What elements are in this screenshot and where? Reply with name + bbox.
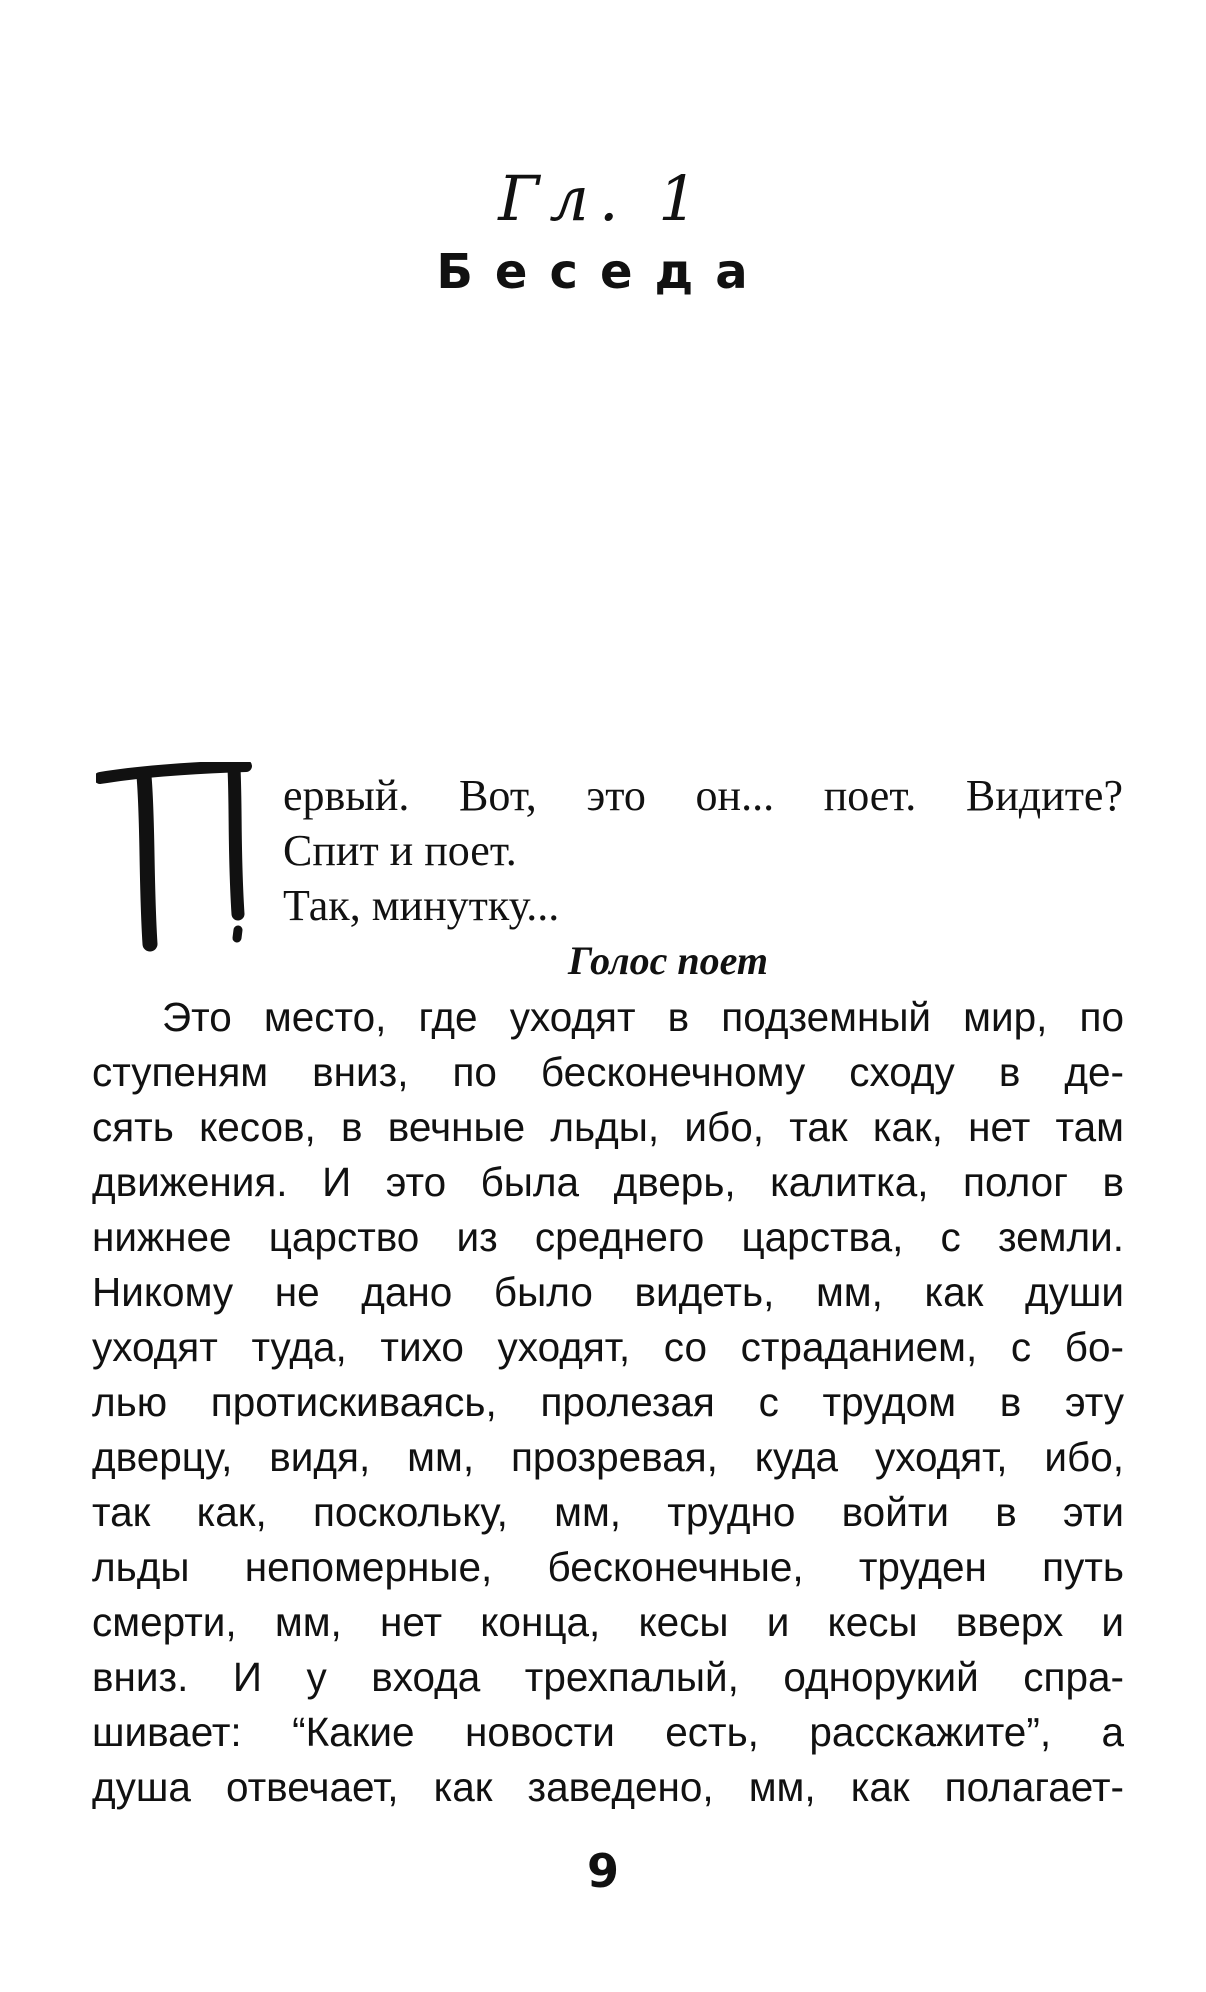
text-line: Это место, где уходят в подземный мир, по	[162, 994, 1124, 1040]
text-line: лью протискиваясь, пролезая с трудом в эту	[92, 1379, 1124, 1425]
opening-line: Спит и поет.	[283, 826, 517, 875]
text-line: дверцу, видя, мм, прозревая, куда уходят, ибо,	[92, 1434, 1124, 1480]
chapter-title: Беседа	[436, 244, 770, 300]
opening-lines	[283, 768, 1123, 933]
text-line: уходят туда, тихо уходят, со страданием, с бо-	[92, 1324, 1124, 1370]
page-number: 9	[586, 1844, 619, 1898]
text-line: ступеням вниз, по бесконечному сходу в де-	[92, 1049, 1124, 1095]
drop-cap-letter	[96, 762, 256, 952]
text-line: движения. И это была дверь, калитка, полог в	[92, 1159, 1124, 1205]
opening-line: Так, минутку...	[283, 881, 560, 930]
opening-line: ервый. Вот, это он... поет. Видите?	[283, 771, 1123, 820]
chapter-number: Гл. 1	[498, 162, 708, 235]
text-line: сять кесов, в вечные льды, ибо, так как, нет там	[92, 1104, 1124, 1150]
stage-direction: Голос поет	[568, 938, 768, 983]
text-line: Никому не дано было видеть, мм, как души	[92, 1269, 1124, 1315]
text-line: нижнее царство из среднего царства, с земли.	[92, 1214, 1124, 1260]
text-line: так как, поскольку, мм, трудно войти в эти	[92, 1489, 1124, 1535]
text-line: вниз. И у входа трехпалый, однорукий спра-	[92, 1654, 1124, 1700]
text-line: душа отвечает, как заведено, мм, как полагает-	[92, 1764, 1124, 1810]
text-line: смерти, мм, нет конца, кесы и кесы вверх и	[92, 1599, 1124, 1645]
paragraph	[92, 990, 1124, 1815]
text-line: шивает: “Какие новости есть, расскажите”, а	[92, 1709, 1124, 1755]
text-line: льды непомерные, бесконечные, труден путь	[92, 1544, 1124, 1590]
